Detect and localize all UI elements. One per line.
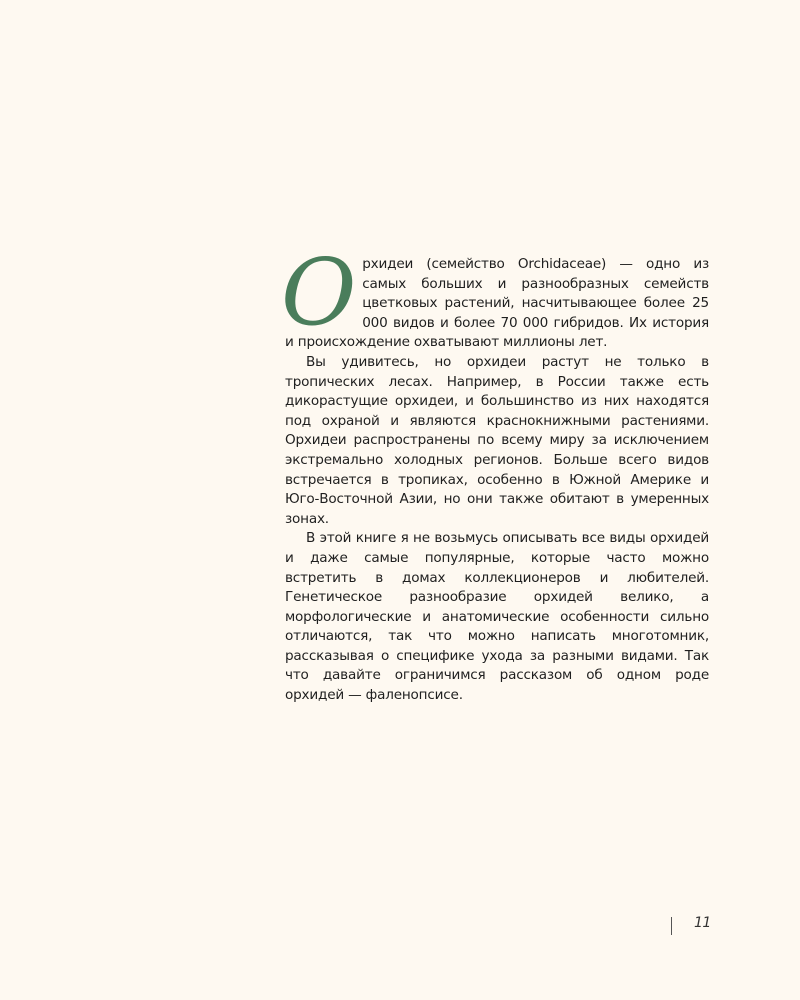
paragraph-2: Вы удивитесь, но орхидеи растут не только в тропических лесах. Например, в России также есть дикорастущие орхидеи, и большинство из них находятся под охраной и являются краснокнижными растениями. Орхидеи распространены по всему миру за исключением экстремально холодных регионов. Больше всего видов встречается в тропиках, особенно в Южной Америке и Юго-Восточной Азии, но они также обитают в умеренных зонах. — [285, 353, 709, 527]
article-body — [281, 239, 709, 706]
page-number: 11 — [694, 915, 711, 931]
paragraph-1-text: рхидеи (семейство Orchidaceae) — одно из самых больших и разнообразных семейств цветковых растений, насчитывающее более 25 000 видов и более 70 000 гибридов. Их история и происхождение охватывают миллионы лет. — [285, 256, 709, 351]
paragraph-3: В этой книге я не возьмусь описывать все виды орхидей и даже самые популярные, которые часто можно встретить в домах коллекционеров и любителей. Генетическое разнообразие орхидей велико, а морфологические и анатомические особенности сильно отличаются, так что можно написать многотомник, рассказывая о специфике ухода за разными видами. Так что давайте ограничимся рассказом об одном роде орхидей — фаленопсисе. — [285, 530, 709, 704]
drop-cap: О — [281, 239, 357, 346]
page-number-divider — [671, 917, 672, 935]
paragraph-1 — [281, 239, 709, 353]
